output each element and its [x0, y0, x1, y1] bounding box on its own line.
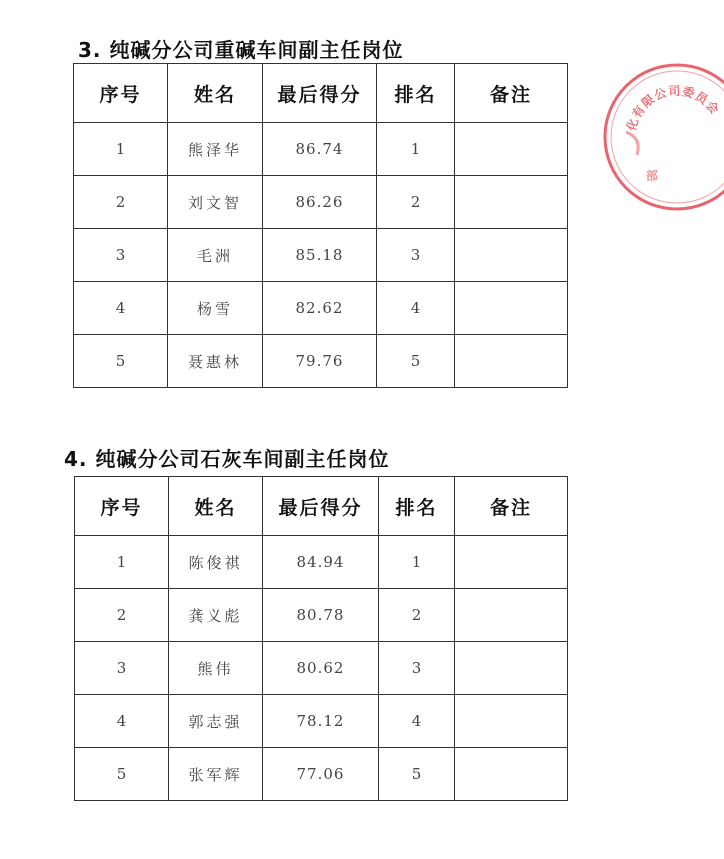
cell-note [455, 176, 568, 229]
seal-inner-ring [611, 71, 724, 203]
cell-name: 熊泽华 [168, 123, 263, 176]
cell-rank: 3 [379, 642, 455, 695]
table-row [74, 123, 568, 176]
cell-no: 3 [75, 642, 169, 695]
cell-note [455, 229, 568, 282]
cell-score: 80.78 [263, 589, 379, 642]
cell-no: 1 [75, 536, 169, 589]
cell-rank: 3 [377, 229, 455, 282]
table-row [75, 589, 568, 642]
cell-rank: 2 [377, 176, 455, 229]
cell-score: 86.26 [263, 176, 377, 229]
cell-score: 84.94 [263, 536, 379, 589]
table-header-row [74, 64, 568, 123]
cell-no: 4 [74, 282, 168, 335]
cell-score: 85.18 [263, 229, 377, 282]
cell-name: 陈俊祺 [169, 536, 263, 589]
table-row [75, 536, 568, 589]
cell-name: 聂惠林 [168, 335, 263, 388]
section-title: 3. 纯碱分公司重碱车间副主任岗位 [78, 38, 404, 62]
table-row [74, 335, 568, 388]
header-score: 最后得分 [263, 64, 377, 123]
seal-emblem [626, 132, 638, 155]
cell-name: 杨雪 [168, 282, 263, 335]
table-row [74, 282, 568, 335]
cell-rank: 1 [377, 123, 455, 176]
header-note: 备注 [455, 64, 568, 123]
cell-no: 1 [74, 123, 168, 176]
header-score: 最后得分 [263, 477, 379, 536]
cell-rank: 4 [377, 282, 455, 335]
header-name: 姓名 [168, 64, 263, 123]
seal-bottom-text: 部 [646, 169, 659, 183]
cell-name: 龚义彪 [169, 589, 263, 642]
cell-no: 2 [75, 589, 169, 642]
header-name: 姓名 [169, 477, 263, 536]
cell-name: 刘文智 [168, 176, 263, 229]
cell-rank: 2 [379, 589, 455, 642]
cell-score: 79.76 [263, 335, 377, 388]
cell-score: 78.12 [263, 695, 379, 748]
table-row [74, 176, 568, 229]
header-rank: 排名 [377, 64, 455, 123]
seal-arc-text: 化有限公司委员会 [624, 83, 723, 133]
cell-rank: 5 [377, 335, 455, 388]
cell-no: 3 [74, 229, 168, 282]
cell-name: 张军辉 [169, 748, 263, 801]
cell-note [455, 536, 568, 589]
cell-note [455, 748, 568, 801]
cell-name: 郭志强 [169, 695, 263, 748]
cell-rank: 1 [379, 536, 455, 589]
cell-no: 5 [74, 335, 168, 388]
cell-score: 77.06 [263, 748, 379, 801]
table-header-row [75, 477, 568, 536]
cell-note [455, 642, 568, 695]
table-row [75, 748, 568, 801]
header-rank: 排名 [379, 477, 455, 536]
results-table [73, 63, 568, 388]
cell-note [455, 282, 568, 335]
cell-name: 熊伟 [169, 642, 263, 695]
cell-rank: 4 [379, 695, 455, 748]
cell-score: 86.74 [263, 123, 377, 176]
header-note: 备注 [455, 477, 568, 536]
cell-no: 4 [75, 695, 169, 748]
official-seal [602, 62, 724, 212]
cell-score: 80.62 [263, 642, 379, 695]
cell-name: 毛洲 [168, 229, 263, 282]
table-row [75, 695, 568, 748]
cell-note [455, 589, 568, 642]
table-row [74, 229, 568, 282]
cell-score: 82.62 [263, 282, 377, 335]
header-no: 序号 [75, 477, 169, 536]
cell-note [455, 123, 568, 176]
cell-note [455, 335, 568, 388]
results-table [74, 476, 568, 801]
cell-no: 5 [75, 748, 169, 801]
section-title: 4. 纯碱分公司石灰车间副主任岗位 [64, 447, 390, 471]
cell-note [455, 695, 568, 748]
header-no: 序号 [74, 64, 168, 123]
cell-no: 2 [74, 176, 168, 229]
cell-rank: 5 [379, 748, 455, 801]
table-row [75, 642, 568, 695]
